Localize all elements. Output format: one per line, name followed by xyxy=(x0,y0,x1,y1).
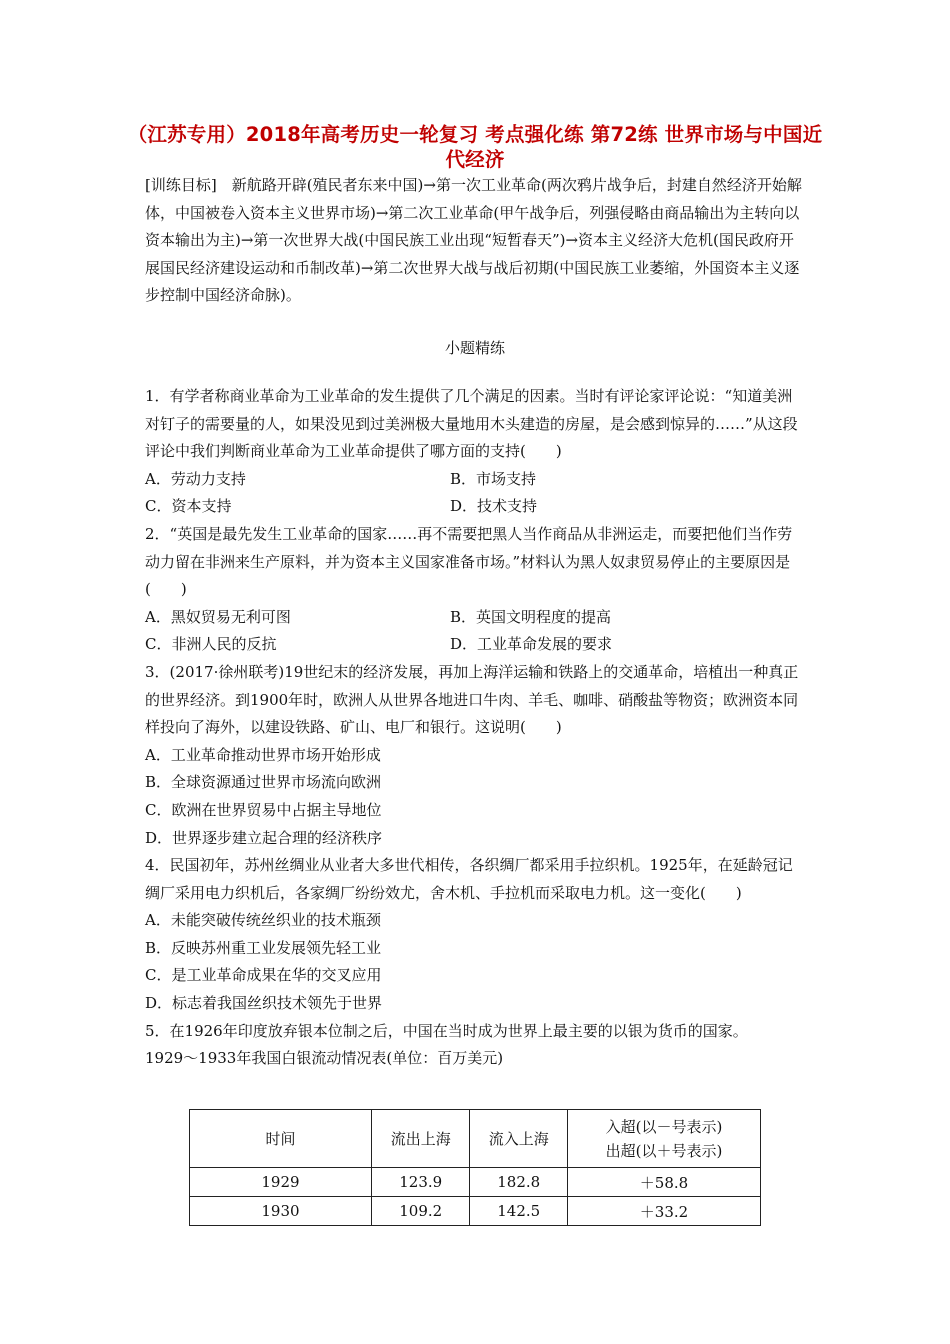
option-d: D．标志着我国丝织技术领先于世界 xyxy=(145,994,383,1013)
option-d: D．工业革命发展的要求 xyxy=(450,635,613,654)
table-cell: 182.8 xyxy=(470,1168,568,1197)
header-balance-line1: 入超(以－号表示) xyxy=(605,1117,723,1136)
table-row xyxy=(190,1197,761,1226)
section-title: 小题精练 xyxy=(444,339,505,357)
option-a: A．工业革命推动世界市场开始形成 xyxy=(145,745,381,764)
option-c: C．非洲人民的反抗 xyxy=(145,635,277,654)
option-d: D．技术支持 xyxy=(450,497,538,516)
option-c: C．是工业革命成果在华的交叉应用 xyxy=(145,966,382,985)
training-goal-paragraph: [训练目标] 新航路开辟(殖民者东来中国)→第一次工业革命(两次鸦片战争后，封建自然经济开始解体，中国被卷入资本主义世界市场)→第二次工业革命(甲午战争后，列强侵略由商品输出为主转向以资本输出为主)→第一次世界大战(中国民族工业出现“短暂春天”)→资本主义经济大危机(国民政府开展国民经济建设运动和币制改革)→第二次世界大战与战后初期(中国民族工业萎缩，外国资本主义逐步控制中国经济命脉)。 xyxy=(145,176,802,305)
question-stem: 4．民国初年，苏州丝绸业从业者大多世代相传，各织绸厂都采用手拉织机。1925年，在延龄冠记绸厂采用电力织机后，各家绸厂纷纷效尤，舍木机、手拉机而采取电力机。这一变化( ) xyxy=(145,856,793,902)
option-b: B．反映苏州重工业发展领先轻工业 xyxy=(145,938,382,957)
document-title: （江苏专用）2018年高考历史一轮复习 考点强化练 第72练 世界市场与中国近代经济 xyxy=(127,123,823,171)
option-c: C．资本支持 xyxy=(145,497,232,516)
table-cell: 1930 xyxy=(190,1197,372,1226)
header-time: 时间 xyxy=(190,1110,372,1168)
header-inflow: 流入上海 xyxy=(470,1110,568,1168)
question-list xyxy=(145,383,807,1073)
table-row xyxy=(190,1168,761,1197)
question-5 xyxy=(145,1018,807,1073)
header-balance-line2: 出超(以＋号表示) xyxy=(605,1141,723,1160)
question-2 xyxy=(145,521,807,659)
option-b: B．全球资源通过世界市场流向欧洲 xyxy=(145,773,382,792)
question-3 xyxy=(145,659,807,852)
question-stem: 2．“英国是最先发生工业革命的国家……再不需要把黑人当作商品从非洲运走，而要把他们当作劳动力留在非洲来生产原料，并为资本主义国家准备市场。”材料认为黑人奴隶贸易停止的主要原因是( ) xyxy=(145,524,793,599)
question-stem: 3．(2017·徐州联考)19世纪末的经济发展，再加上海洋运输和铁路上的交通革命，培植出一种真正的世界经济。到1900年时，欧洲人从世界各地进口牛肉、羊毛、咖啡、硝酸盐等物资；欧洲资本同样投向了海外，以建设铁路、矿山、电厂和银行。这说明( ) xyxy=(145,662,799,737)
header-balance xyxy=(567,1110,760,1168)
option-a: A．劳动力支持 xyxy=(145,469,246,488)
option-b: B．市场支持 xyxy=(450,469,537,488)
option-a: A．未能突破传统丝织业的技术瓶颈 xyxy=(145,911,381,930)
option-c: C．欧洲在世界贸易中占据主导地位 xyxy=(145,800,382,819)
table-header-row xyxy=(190,1110,761,1168)
option-d: D．世界逐步建立起合理的经济秩序 xyxy=(145,828,383,847)
table-cell: 142.5 xyxy=(470,1197,568,1226)
table-cell: ＋58.8 xyxy=(567,1168,760,1197)
question-stem: 5．在1926年印度放弃银本位制之后，中国在当时成为世界上最主要的以银为货币的国家。 xyxy=(145,1021,748,1040)
option-a: A．黑奴贸易无利可图 xyxy=(145,607,291,626)
silver-flow-table xyxy=(189,1109,761,1226)
question-1 xyxy=(145,383,807,521)
question-4 xyxy=(145,852,807,1018)
table-caption: 1929～1933年我国白银流动情况表(单位：百万美元) xyxy=(145,1049,504,1068)
option-b: B．英国文明程度的提高 xyxy=(450,607,612,626)
table-cell: 123.9 xyxy=(371,1168,470,1197)
table-cell: ＋33.2 xyxy=(567,1197,760,1226)
table-cell: 109.2 xyxy=(371,1197,470,1226)
question-stem: 1．有学者称商业革命为工业革命的发生提供了几个满足的因素。当时有评论家评论说：“知道美洲对钉子的需要量的人，如果没见到过美洲极大量地用木头建造的房屋，是会感到惊异的……”从这段评论中我们判断商业革命为工业革命提供了哪方面的支持( ) xyxy=(145,387,798,461)
table-cell: 1929 xyxy=(190,1168,372,1197)
header-outflow: 流出上海 xyxy=(371,1110,470,1168)
